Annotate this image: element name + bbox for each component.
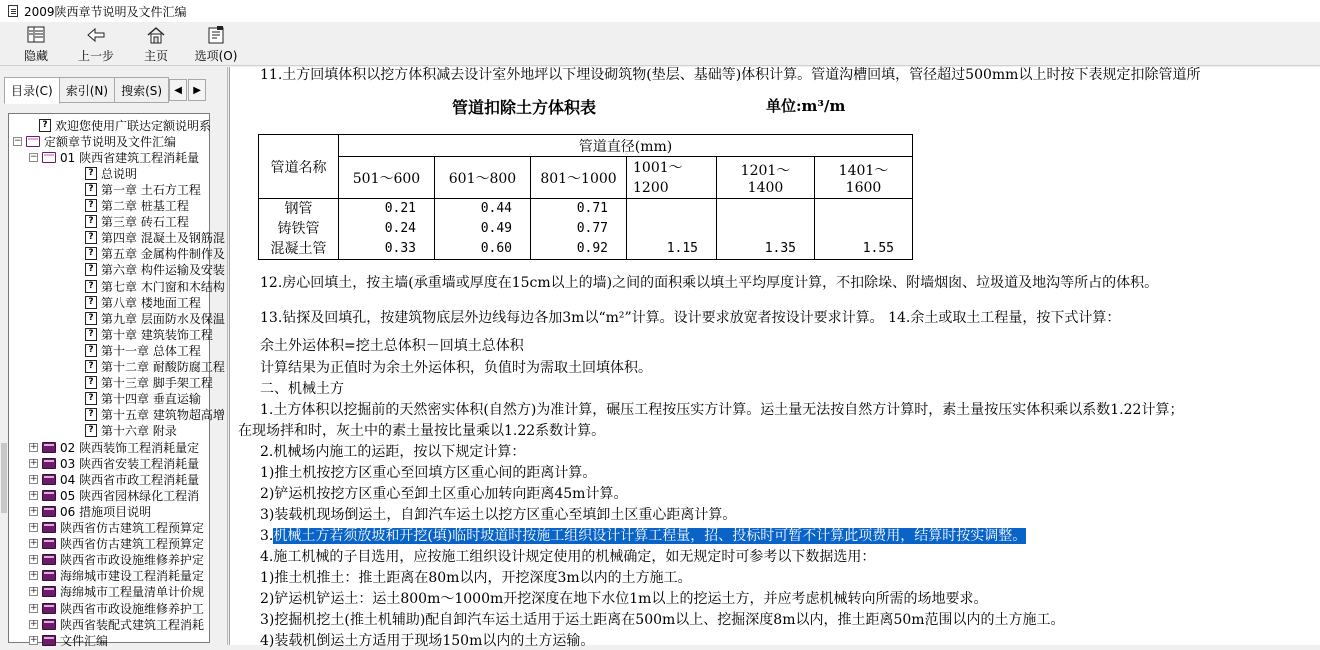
open-book-icon bbox=[42, 151, 57, 164]
open-book-icon bbox=[26, 135, 41, 148]
tree-node-label: 第十二章 耐酸防腐工程 bbox=[101, 360, 225, 374]
value-text bbox=[821, 199, 894, 219]
home-icon bbox=[145, 25, 167, 45]
body-paragraph: 2.机械场内施工的运距，按以下规定计算： bbox=[260, 444, 526, 460]
pipe-name-cell bbox=[259, 199, 339, 260]
tree-node[interactable] bbox=[29, 600, 204, 616]
body-paragraph: 4.施工机械的子目选用，应按施工组织设计规定使用的机械确定，如无规定时可参考以下数据选用： bbox=[260, 549, 876, 565]
home-label: 主页 bbox=[143, 48, 168, 63]
book-icon bbox=[42, 585, 57, 598]
tab-index[interactable]: 索引(N) bbox=[59, 77, 115, 103]
help-topic-icon: ? bbox=[85, 199, 97, 212]
value-text: 0.24 bbox=[384, 221, 416, 236]
help-topic-icon: ? bbox=[85, 247, 97, 260]
tree-node-label: 第十六章 附录 bbox=[101, 424, 177, 439]
tree-node-label: 陕西省市政设施维修养护工 bbox=[60, 601, 205, 616]
book-icon bbox=[42, 505, 57, 518]
tree-node[interactable] bbox=[29, 503, 151, 519]
expand-icon[interactable]: + bbox=[30, 618, 38, 629]
expand-icon[interactable]: + bbox=[30, 570, 38, 581]
tree-node[interactable] bbox=[29, 455, 199, 471]
tree-node[interactable] bbox=[85, 246, 225, 262]
tree-node-label: 第三章 砖石工程 bbox=[101, 215, 189, 230]
value-text: 0.60 bbox=[480, 241, 512, 256]
tree-node[interactable] bbox=[85, 342, 201, 358]
tree-node[interactable] bbox=[29, 632, 108, 648]
row-header-cell: 管道名称 bbox=[259, 135, 339, 199]
expand-icon[interactable]: + bbox=[30, 473, 38, 484]
value-text bbox=[821, 219, 894, 239]
tree-node[interactable] bbox=[85, 214, 189, 230]
tree-node-label: 06 措施项目说明 bbox=[60, 504, 152, 519]
value-cell bbox=[815, 199, 913, 260]
tree-node-label: 第九章 层面防水及保温 bbox=[101, 311, 225, 326]
paragraph-11: 11.土方回填体积以挖方体积减去设计室外地坪以下埋设砌筑物(垫层、基础等)体积计算。管道沟槽回填，管径超过500mm以上时按下表规定扣除管道所 bbox=[260, 67, 1201, 83]
body-paragraph: 2)铲运机按挖方区重心至卸土区重心加转向距离45m计算。 bbox=[260, 486, 628, 502]
toolbar bbox=[0, 22, 1320, 66]
tab-contents[interactable]: 目录(C) bbox=[4, 77, 60, 104]
table-row bbox=[259, 199, 913, 260]
document-content bbox=[229, 67, 1320, 649]
value-text bbox=[723, 219, 796, 239]
help-topic-icon: ? bbox=[85, 167, 97, 180]
book-icon bbox=[42, 457, 57, 470]
help-topic-icon: ? bbox=[85, 344, 97, 357]
tree-node-label: 总说明 bbox=[101, 166, 138, 181]
value-cell bbox=[531, 199, 627, 260]
expand-icon[interactable]: + bbox=[30, 554, 38, 565]
book-icon bbox=[42, 602, 57, 615]
tree-node[interactable] bbox=[85, 391, 201, 407]
title-bar bbox=[0, 0, 1320, 22]
tree-node-label: 第七章 木门窗和木结构 bbox=[101, 279, 225, 294]
tree-node-label: 01 陕西省建筑工程消耗量 bbox=[60, 150, 200, 165]
value-text bbox=[633, 219, 698, 239]
chevron-left-icon: ◀ bbox=[174, 84, 182, 96]
tree-node-label: 第一章 土石方工程 bbox=[101, 182, 201, 197]
help-topic-icon: ? bbox=[85, 215, 97, 228]
book-icon bbox=[42, 634, 57, 647]
pipe-name: 钢管 bbox=[284, 201, 313, 217]
expand-icon[interactable]: + bbox=[30, 602, 38, 613]
body-paragraph: 在现场拌和时，灰土中的素土量按比量乘以1.22系数计算。 bbox=[238, 423, 606, 439]
book-icon bbox=[42, 521, 57, 534]
tree-node[interactable] bbox=[85, 278, 225, 294]
tree-node[interactable] bbox=[39, 117, 211, 133]
body-paragraph: 2)铲运机铲运土：运土800m～1000m开挖深度在地下水位1m以上的挖运土方，并应考虑机械转向所需的场地要求。 bbox=[260, 591, 988, 607]
book-icon bbox=[42, 473, 57, 486]
value-text: 0.21 bbox=[384, 201, 416, 216]
expand-icon[interactable]: + bbox=[30, 522, 38, 532]
tree-node[interactable] bbox=[85, 294, 201, 310]
tree-node-label: 海绵城市工程量清单计价规 bbox=[60, 585, 205, 600]
body-paragraph: 余土外运体积=挖土总体积－回填土总体积 bbox=[260, 338, 524, 354]
tree-node-label: 第十四章 垂直运输 bbox=[101, 392, 201, 407]
tab-scroll-right-button[interactable] bbox=[188, 79, 206, 101]
value-text: 0.49 bbox=[480, 221, 512, 236]
tree-node-label: 海绵城市建设工程消耗量定 bbox=[60, 569, 205, 584]
help-topic-icon: ? bbox=[85, 408, 97, 421]
hide-label: 隐藏 bbox=[23, 48, 48, 63]
tree-node[interactable] bbox=[85, 326, 213, 342]
tree-node[interactable] bbox=[29, 439, 199, 455]
body-paragraph: 计算结果为正值时为余土外运体积，负值时为需取土回填体积。 bbox=[260, 360, 652, 376]
tree-node[interactable] bbox=[29, 552, 204, 568]
book-icon bbox=[42, 553, 57, 566]
tree-node-label: 第十一章 总体工程 bbox=[101, 343, 201, 358]
tree-node[interactable] bbox=[85, 359, 225, 375]
tree-node[interactable] bbox=[85, 375, 213, 391]
column-header-cell: 501～600 bbox=[339, 157, 435, 199]
tree-node[interactable] bbox=[85, 181, 201, 197]
body-paragraph: 1)推土机按挖方区重心至回填方区重心间的距离计算。 bbox=[260, 465, 597, 481]
help-topic-icon: ? bbox=[85, 424, 97, 437]
pipe-name: 铸铁管 bbox=[277, 221, 320, 237]
body-paragraph: 3)装载机现场倒运土，自卸汽车运土以挖方区重心至填卸土区重心距离计算。 bbox=[260, 507, 737, 523]
selected-paragraph bbox=[260, 525, 1026, 545]
tree-node-label: 第六章 构件运输及安装 bbox=[101, 263, 225, 278]
body-paragraph: 二、机械土方 bbox=[260, 381, 344, 397]
home-button[interactable] bbox=[126, 22, 186, 66]
tree-node[interactable] bbox=[29, 149, 199, 165]
tree-node[interactable] bbox=[85, 198, 189, 214]
group-header-cell: 管道直径(mm) bbox=[339, 135, 913, 157]
help-topic-icon: ? bbox=[39, 119, 51, 132]
tree-node[interactable] bbox=[85, 423, 177, 439]
value-cell bbox=[435, 199, 531, 260]
tree-node[interactable] bbox=[29, 536, 204, 552]
body-paragraph: 12.房心回填土，按主墙(承重墙或厚度在15cm以上的墙)之间的面积乘以填土平均厚度计算，不扣除垛、附墙烟囱、垃圾道及地沟等所占的体积。 bbox=[260, 275, 1159, 291]
tree-node-label: 陕西省仿古建筑工程预算定 bbox=[60, 521, 205, 535]
tree-node-label: 文件汇编 bbox=[60, 633, 109, 648]
chevron-right-icon: ▶ bbox=[193, 84, 201, 96]
help-topic-icon: ? bbox=[85, 392, 97, 405]
expand-icon[interactable]: + bbox=[30, 586, 38, 597]
help-topic-icon: ? bbox=[85, 360, 97, 373]
tree-node[interactable] bbox=[85, 262, 225, 278]
value-text: 0.33 bbox=[384, 241, 416, 256]
tree-node[interactable] bbox=[29, 471, 199, 487]
tree-node-label: 陕西省仿古建筑工程预算定 bbox=[60, 537, 205, 552]
tree-node-label: 05 陕西省园林绿化工程消 bbox=[60, 488, 200, 503]
tree-node[interactable] bbox=[29, 520, 204, 536]
tree-scrollbar[interactable] bbox=[0, 113, 8, 643]
back-label: 上一步 bbox=[77, 48, 114, 63]
help-topic-icon: ? bbox=[85, 312, 97, 325]
tree-node-label: 第十五章 建筑物超高增 bbox=[101, 408, 225, 423]
expand-icon[interactable]: + bbox=[30, 538, 38, 549]
tree-node-label: 陕西省市政设施维修养护定 bbox=[60, 553, 205, 568]
help-topic-icon: ? bbox=[85, 263, 97, 276]
help-topic-icon: ? bbox=[85, 296, 97, 309]
tree-node-label: 第八章 楼地面工程 bbox=[101, 295, 201, 310]
body-paragraph: 3)挖掘机挖土(推土机辅助)配自卸汽车运土适用于运土距离在500m以上、挖掘深度8m以内，推土距离50m范围以内的土方施工。 bbox=[260, 612, 1065, 628]
book-icon bbox=[42, 489, 57, 502]
expand-icon[interactable]: + bbox=[30, 634, 38, 645]
book-icon bbox=[42, 618, 57, 631]
hide-icon bbox=[25, 25, 47, 45]
tree-node-label: 第二章 桩基工程 bbox=[101, 199, 189, 213]
help-topic-icon: ? bbox=[85, 376, 97, 389]
book-icon bbox=[42, 441, 57, 454]
body-paragraph: 4)装载机倒运土方适用于现场150m以内的土方运输。 bbox=[260, 633, 595, 649]
value-cell bbox=[627, 199, 717, 260]
tree-node-label: 第十章 建筑装饰工程 bbox=[101, 327, 213, 342]
body-paragraph: 1.土方体积以挖掘前的天然密实体积(自然方)为准计算，碾压工程按压实方计算。运土量无法按自然方计算时，素土量按压实体积乘以系数1.22计算； bbox=[260, 402, 1184, 418]
table-unit: 单位:m³/m bbox=[766, 97, 846, 115]
expand-icon[interactable]: + bbox=[30, 457, 38, 468]
tree-node-label: 定额章节说明及文件汇编 bbox=[44, 134, 177, 149]
expand-icon[interactable]: + bbox=[30, 505, 38, 516]
scrollbar-thumb[interactable] bbox=[1, 443, 7, 513]
paragraph-number: 3. bbox=[260, 528, 274, 544]
column-header-cell: 1001～1200 bbox=[627, 157, 717, 199]
tree-node-label: 欢迎您使用广联达定额说明系 bbox=[55, 118, 212, 133]
value-text: 0.92 bbox=[576, 241, 608, 256]
value-text: 1.35 bbox=[764, 241, 796, 256]
help-topic-icon: ? bbox=[85, 328, 97, 341]
tree-node[interactable] bbox=[29, 568, 204, 584]
tree-node-label: 第四章 混凝土及钢筋混 bbox=[101, 231, 225, 246]
nav-tabs bbox=[4, 77, 226, 103]
tree-node[interactable] bbox=[85, 230, 225, 246]
tree-node[interactable] bbox=[85, 310, 225, 326]
pipe-name: 混凝土管 bbox=[270, 241, 327, 257]
back-button[interactable] bbox=[66, 22, 126, 66]
column-header-cell: 1201～1400 bbox=[717, 157, 815, 199]
tree-node[interactable] bbox=[13, 133, 176, 149]
value-text: 0.77 bbox=[576, 221, 608, 236]
value-cell bbox=[339, 199, 435, 260]
tree-node[interactable] bbox=[29, 584, 204, 600]
help-file-icon bbox=[6, 4, 20, 18]
help-topic-icon: ? bbox=[85, 231, 97, 244]
collapse-icon[interactable]: − bbox=[14, 135, 22, 146]
selected-text: 机械土方若须放坡和开挖(填)临时坡道时按施工组织设计计算工程量，招、投标时可暂不计算此项费用，结算时按实调整。 bbox=[273, 528, 1027, 544]
tree-node-label: 第十三章 脚手架工程 bbox=[101, 376, 213, 391]
tree-node-label: 02 陕西装饰工程消耗量定 bbox=[60, 440, 200, 455]
hide-button[interactable] bbox=[6, 22, 66, 66]
tab-search[interactable]: 搜索(S) bbox=[114, 77, 169, 103]
navigation-pane bbox=[0, 67, 228, 648]
options-button[interactable] bbox=[186, 22, 246, 66]
expand-icon[interactable]: + bbox=[30, 441, 38, 452]
collapse-icon[interactable]: − bbox=[30, 151, 38, 162]
tree-node-label: 03 陕西省安装工程消耗量 bbox=[60, 456, 200, 471]
back-arrow-icon bbox=[85, 25, 107, 45]
column-header-cell: 801～1000 bbox=[531, 157, 627, 199]
column-header-cell: 1401～1600 bbox=[815, 157, 913, 199]
value-text: 0.71 bbox=[576, 201, 608, 216]
window-title: 2009陕西章节说明及文件汇编 bbox=[24, 4, 187, 19]
table-title: 管道扣除土方体积表 bbox=[452, 98, 597, 117]
expand-icon[interactable]: + bbox=[30, 489, 38, 500]
tree-node-label: 陕西省装配式建筑工程消耗 bbox=[60, 617, 205, 632]
tree-node[interactable] bbox=[85, 407, 225, 423]
body-paragraph: 13.钻探及回填孔，按建筑物底层外边线每边各加3m以“m²”计算。设计要求放宽者按设计要求计算。 14.余土或取土工程量，按下式计算： bbox=[260, 310, 1121, 326]
contents-tree bbox=[8, 113, 225, 648]
value-text bbox=[633, 199, 698, 219]
tree-node[interactable] bbox=[29, 487, 199, 503]
tree-node[interactable] bbox=[85, 165, 137, 181]
value-text bbox=[723, 199, 796, 219]
body-paragraph: 1)推土机推土：推土距离在80m以内，开挖深度3m以内的土方施工。 bbox=[260, 570, 692, 586]
tab-scroll-left-button[interactable] bbox=[169, 79, 187, 101]
tree-node[interactable] bbox=[29, 616, 204, 632]
help-topic-icon: ? bbox=[85, 183, 97, 196]
help-topic-icon: ? bbox=[85, 280, 97, 293]
tree-node-label: 第五章 金属构件制作及 bbox=[101, 247, 225, 262]
options-label: 选项(O) bbox=[194, 48, 238, 63]
value-text: 0.44 bbox=[480, 201, 512, 216]
book-icon bbox=[42, 537, 57, 550]
value-cell bbox=[717, 199, 815, 260]
tree-node-label: 04 陕西省市政工程消耗量 bbox=[60, 472, 200, 487]
pipe-deduction-table bbox=[258, 134, 913, 260]
value-text: 1.55 bbox=[862, 241, 894, 256]
book-icon bbox=[42, 569, 57, 582]
column-header-cell: 601～800 bbox=[435, 157, 531, 199]
options-icon bbox=[205, 25, 227, 45]
value-text: 1.15 bbox=[666, 241, 698, 256]
